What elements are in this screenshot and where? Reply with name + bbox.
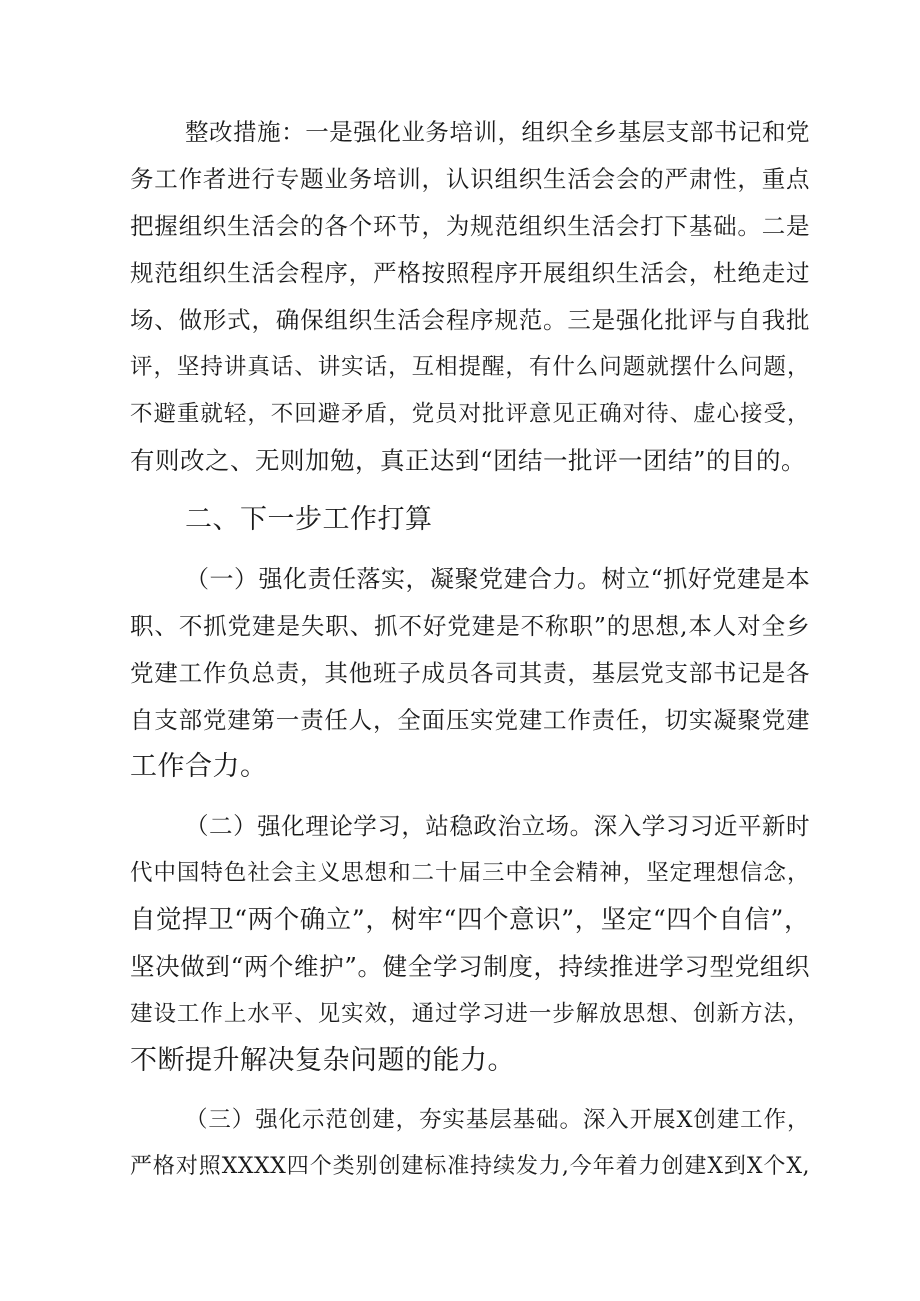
- paragraph-line: 不避重就轻，不回避矛盾，党员对批评意见正确对待、虚心接受，: [130, 401, 810, 427]
- paragraph-line: 职、不抓党建是失职、抓不好党建是不称职”的思想,本人对全乡: [130, 612, 810, 640]
- paragraph-line: 有则改之、无则加勉，真正达到“团结一批评一团结”的目的。: [130, 446, 807, 475]
- paragraph-line: （三）强化示范创建，夯实基层基础。深入开展X创建工作，: [185, 1107, 810, 1133]
- section-heading: 二、下一步工作打算: [185, 504, 433, 535]
- paragraph-line: 不断提升解决复杂问题的能力。: [130, 1045, 515, 1076]
- paragraph-line: 建设工作上水平、见实效，通过学习进一步解放思想、创新方法，: [130, 1001, 810, 1027]
- paragraph-line: 规范组织生活会程序，严格按照程序开展组织生活会，杜绝走过: [130, 259, 810, 287]
- paragraph-line: 坚决做到“两个维护”。健全学习制度，持续推进学习型党组织: [130, 952, 810, 981]
- paragraph-line: 务工作者进行专题业务培训，认识组织生活会会的严肃性，重点: [130, 165, 810, 193]
- paragraph-line: （一）强化责任落实，凝聚党建合力。树立“抓好党建是本: [185, 565, 811, 593]
- paragraph-line: （二）强化理论学习，站稳政治立场。深入学习习近平新时: [185, 812, 810, 840]
- paragraph-line: 自支部党建第一责任人，全面压实党建工作责任，切实凝聚党建: [130, 706, 810, 734]
- paragraph-line: 整改措施：一是强化业务培训，组织全乡基层支部书记和党: [185, 118, 810, 146]
- paragraph-line: 工作合力。: [130, 751, 268, 782]
- paragraph-line: 严格对照XXXX四个类别创建标准持续发力,今年着力创建X到X个X,: [130, 1154, 810, 1179]
- paragraph-line: 把握组织生活会的各个环节，为规范组织生活会打下基础。二是: [130, 212, 810, 240]
- paragraph-line: 评，坚持讲真话、讲实话，互相提醒，有什么问题就摆什么问题，: [130, 354, 810, 380]
- paragraph-line: 党建工作负总责，其他班子成员各司其责，基层党支部书记是各: [130, 659, 810, 687]
- paragraph-line: 代中国特色社会主义思想和二十届三中全会精神，坚定理想信念，: [130, 860, 810, 886]
- paragraph-line: 场、做形式，确保组织生活会程序规范。三是强化批评与自我批: [130, 306, 810, 334]
- paragraph-line: 自觉捍卫“两个确立”，树牢“四个意识”，坚定“四个自信”，: [130, 905, 810, 935]
